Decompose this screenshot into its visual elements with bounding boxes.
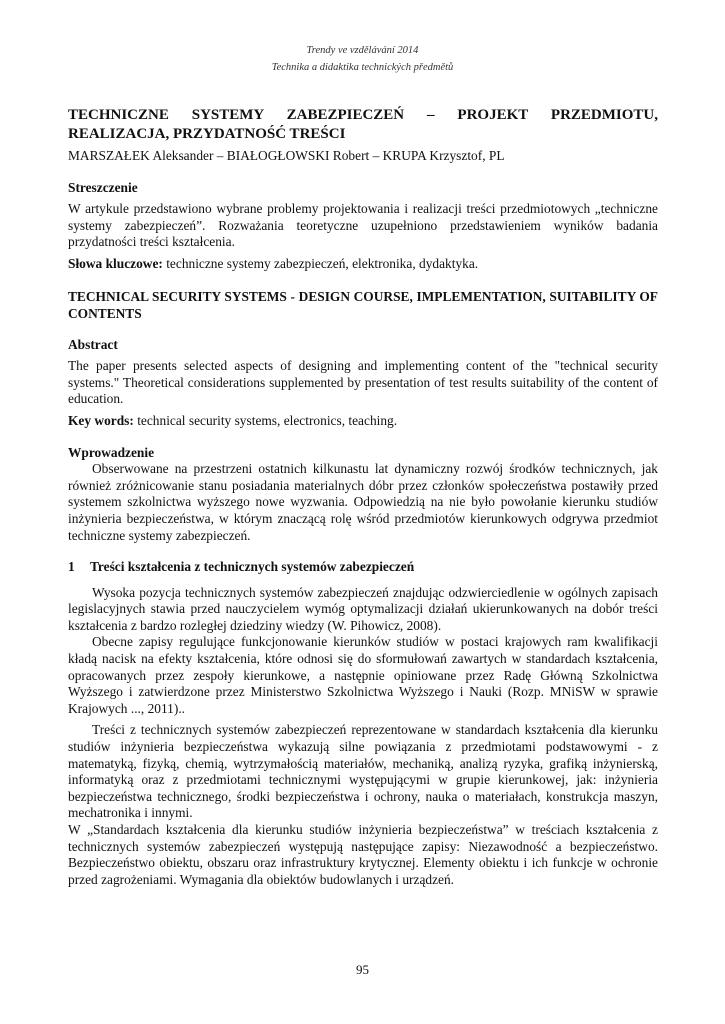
- page-number: 95: [356, 962, 369, 977]
- wprowadzenie-text: Obserwowane na przestrzeni ostatnich kilkunastu lat dynamiczny rozwój środków technicznych, jak również zróżnicowanie stanu posiadania materialnych dóbr przez członków społeczeństwa postawiły przed systemem szkolnictwa wyższego nowe wyzwania. Odpowiedzią na nie było powołanie kierunku studiów inżynieria bezpieczeństwa, w którym znaczącą rolę wśród przedmiotów kierunkowych odgrywa przedmiot techniczne systemy zabezpieczeń.: [68, 461, 658, 543]
- section-1-paragraph: Treści z technicznych systemów zabezpieczeń reprezentowane w standardach kształcenia dla kierunku studiów inżynieria bezpieczeństwa wykazują silne powiązania z przedmiotami podstawowymi - z matematyką, fizyką, chemią, wytrzymałością materiałów, mechaniką, analizą ryzyka, grafiką inżynierską, informatyką oraz z przedmiotami technicznymi występującymi w grupie kierunkowej, jak: inżynieria bezpieczeństwa technicznego, środki bezpieczeństwa i ochrony, nauka o materiałach, konstrukcja maszyn, mechatronika i innymi.: [68, 722, 658, 821]
- section-1-number: 1: [68, 559, 75, 575]
- key-words-label: Key words:: [68, 412, 134, 428]
- section-1-paragraph: Wysoka pozycja technicznych systemów zabezpieczeń znajdując odzwierciedlenie w ogólnych zapisach legislacyjnych stawia przed nauczycielem wymóg optymalizacji działań ukierunkowanych na dobór treści kształcenia z bardzo rozległej dziedziny wiedzy (W. Pihowicz, 2008).: [68, 584, 658, 633]
- authors: MARSZAŁEK Aleksander – BIAŁOGŁOWSKI Robert – KRUPA Krzysztof, PL: [68, 148, 505, 163]
- article-body: [68, 106, 658, 888]
- paper-title: TECHNICZNE SYSTEMY ZABEZPIECZEŃ – PROJEKT PRZEDMIOTU, REALIZACJA, PRZYDATNOŚĆ TREŚCI: [68, 107, 658, 142]
- wprowadzenie-heading: Wprowadzenie: [68, 444, 155, 460]
- section-1-paragraph: Obecne zapisy regulujące funkcjonowanie kierunków studiów w postaci krajowych ram kwalifikacji kładą nacisk na efekty kształcenia, które odnosi się do sformułowań zawartych w standardach kształcenia, opracowanych przez zespoły kierunkowe, a następnie opiniowane przez Radę Główną Szkolnictwa Wyższego i zatwierdzone przez Ministerstwo Szkolnictwa Wyższego i Nauki (Rozp. MNiSW w sprawie Krajowych ..., 2011)..: [68, 634, 658, 716]
- slowa-kluczowe-text: techniczne systemy zabezpieczeń, elektronika, dydaktyka.: [162, 255, 479, 271]
- streszczenie-heading: Streszczenie: [68, 179, 138, 195]
- running-header-conference: Trendy ve vzdělávání 2014: [306, 45, 419, 56]
- section-1-title: Treści kształcenia z technicznych systemów zabezpieczeń: [90, 559, 415, 575]
- section-1-heading: [68, 559, 658, 576]
- abstract-heading: Abstract: [68, 336, 118, 352]
- streszczenie-text: W artykule przedstawiono wybrane problemy projektowania i realizacji treści przedmiotowych „techniczne systemy zabezpieczeń”. Rozważania teoretyczne uzupełniono przedstawieniem wyników badania przydatności treści kształcenia.: [68, 201, 658, 250]
- slowa-kluczowe: [68, 256, 658, 273]
- section-1-paragraph: W „Standardach kształcenia dla kierunku studiów inżynieria bezpieczeństwa” w treściach kształcenia z technicznych systemów zabezpieczeń występują następujące zapisy: Niezawodność a bezpieczeństwo. Bezpieczeństwo obiektu, obszaru oraz infrastruktury krytycznej. Elementy obiektu i ich funkcje w ochronie przed zagrożeniami. Wymagania dla obiektów budowlanych i urządzeń.: [68, 822, 658, 887]
- abstract-text: The paper presents selected aspects of designing and implementing content of the "technical security systems." Theoretical considerations supplemented by presentation of test results suitability of the content of education.: [68, 358, 658, 407]
- slowa-kluczowe-label: Słowa kluczowe:: [68, 255, 163, 271]
- english-title: TECHNICAL SECURITY SYSTEMS - DESIGN COURSE, IMPLEMENTATION, SUITABILITY OF CONTENTS: [68, 288, 658, 321]
- key-words-text: technical security systems, electronics, teaching.: [133, 412, 398, 428]
- running-header-subtitle: Technika a didaktika technických předmětů: [271, 62, 454, 73]
- key-words: [68, 413, 658, 430]
